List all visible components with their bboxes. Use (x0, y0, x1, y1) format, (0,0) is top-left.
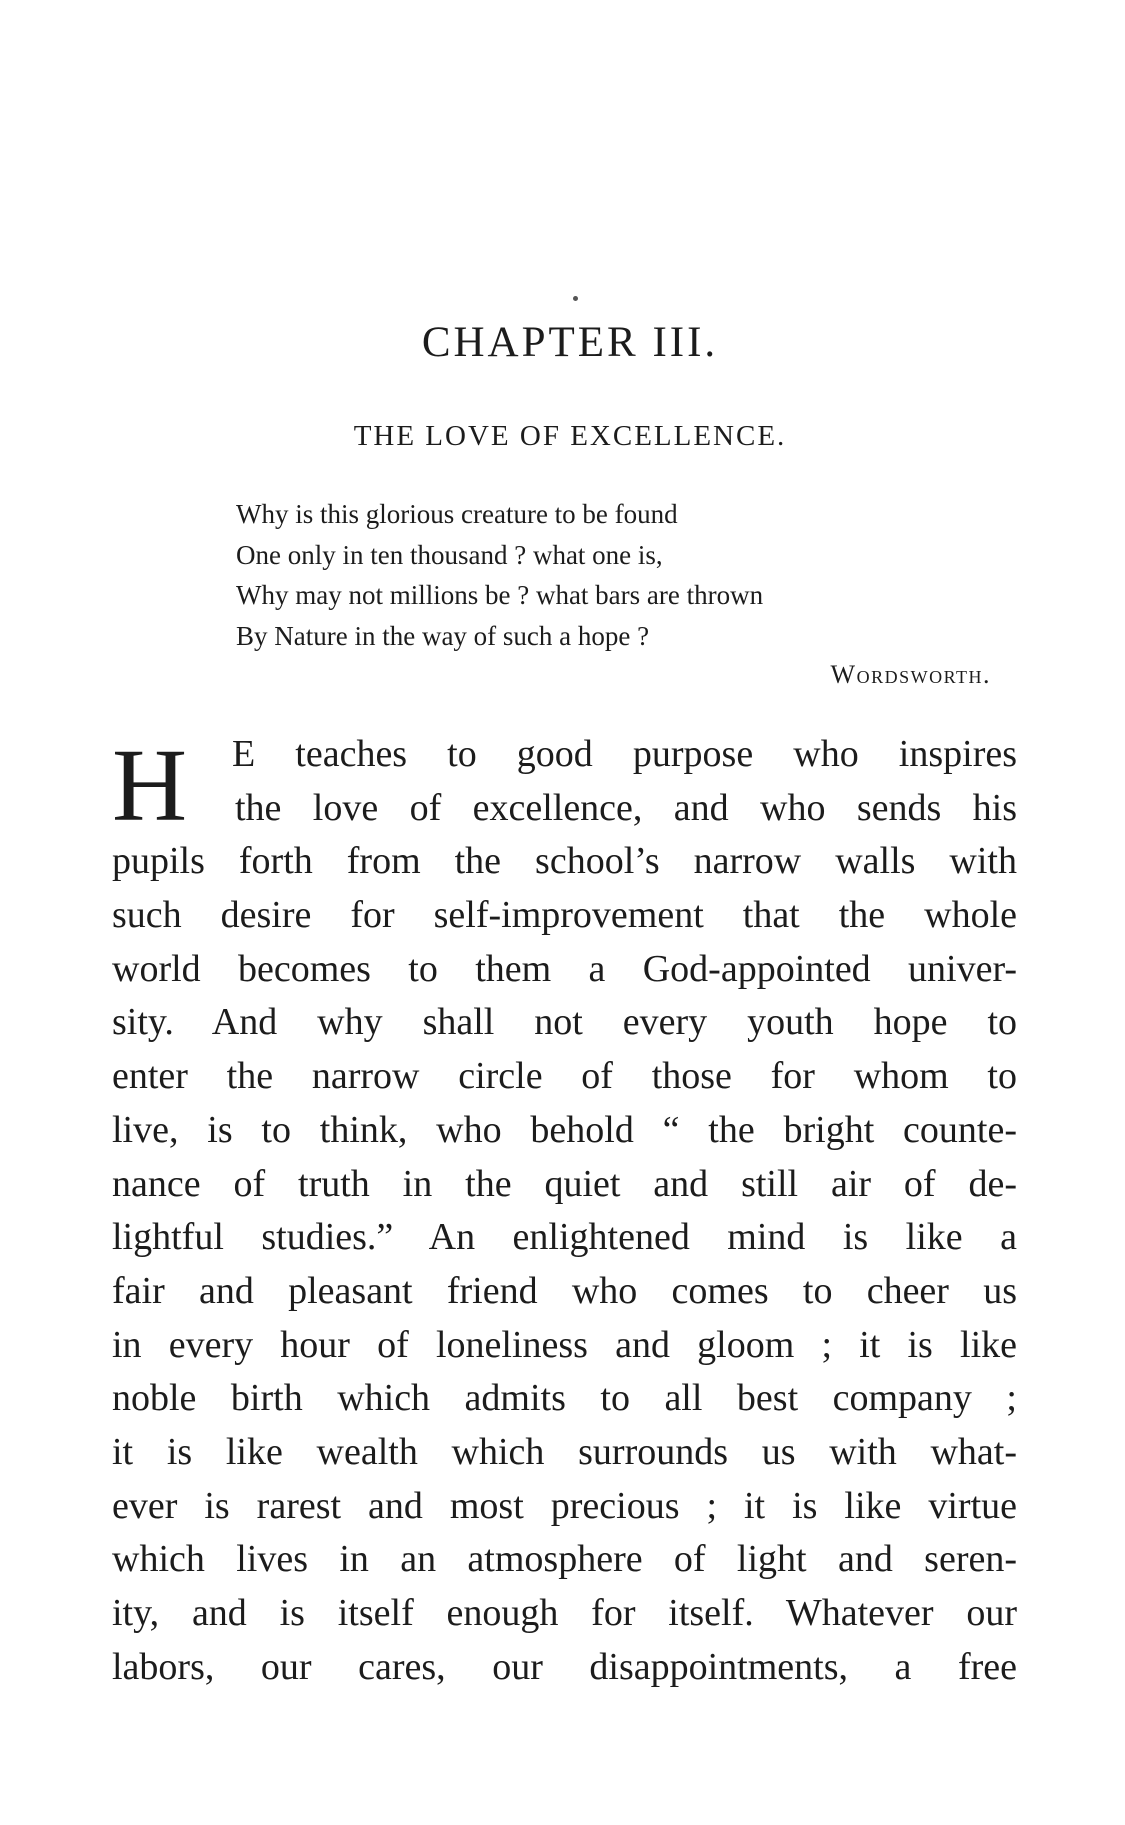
text-line: noble birth which admits to all best company ; (112, 1377, 1017, 1420)
epigraph-line: One only in ten thousand ? what one is, (236, 539, 663, 570)
text-line: in every hour of loneliness and gloom ; it is like (112, 1323, 1017, 1366)
ink-speck (573, 296, 578, 301)
text-line: labors, our cares, our disappointments, a free (112, 1645, 1017, 1688)
text-line: sity. And why shall not every youth hope to (112, 1001, 1017, 1044)
epigraph-line: Why may not millions be ? what bars are thrown (236, 580, 764, 610)
text-line: it is like wealth which surrounds us with what- (112, 1430, 1017, 1473)
chapter-title: CHAPTER III. (421, 319, 719, 366)
text-line: ever is rarest and most precious ; it is like virtue (112, 1484, 1017, 1527)
text-line: which lives in an atmosphere of light and seren- (112, 1538, 1017, 1581)
text-line: pupils forth from the school’s narrow walls with (112, 840, 1017, 883)
epigraph-author: Wordsworth. (830, 660, 991, 689)
text-line: live, is to think, who behold “ the bright counte- (112, 1108, 1017, 1151)
text-line: lightful studies.” An enlightened mind is like a (112, 1216, 1017, 1259)
text-line: world becomes to them a God-appointed univer- (112, 947, 1017, 990)
drop-cap: H (112, 728, 188, 843)
text-line: the love of excellence, and who sends his (235, 786, 1017, 829)
epigraph-line: By Nature in the way of such a hope ? (236, 620, 650, 651)
text-line: fair and pleasant friend who comes to cheer us (112, 1269, 1017, 1312)
body-paragraph (112, 728, 1017, 1694)
text-line: ity, and is itself enough for itself. Whatever our (112, 1592, 1017, 1634)
epigraph-line: Why is this glorious creature to be found (236, 499, 678, 529)
text-line: E teaches to good purpose who inspires (232, 733, 1017, 775)
dropcap-block (112, 728, 1017, 843)
epigraph (236, 494, 996, 689)
text-line: nance of truth in the quiet and still air of de- (112, 1162, 1017, 1205)
chapter-subtitle: THE LOVE OF EXCELLENCE. (353, 420, 787, 452)
text-line: such desire for self-improvement that the whole (112, 894, 1017, 937)
text-line: enter the narrow circle of those for whom to (112, 1055, 1017, 1098)
